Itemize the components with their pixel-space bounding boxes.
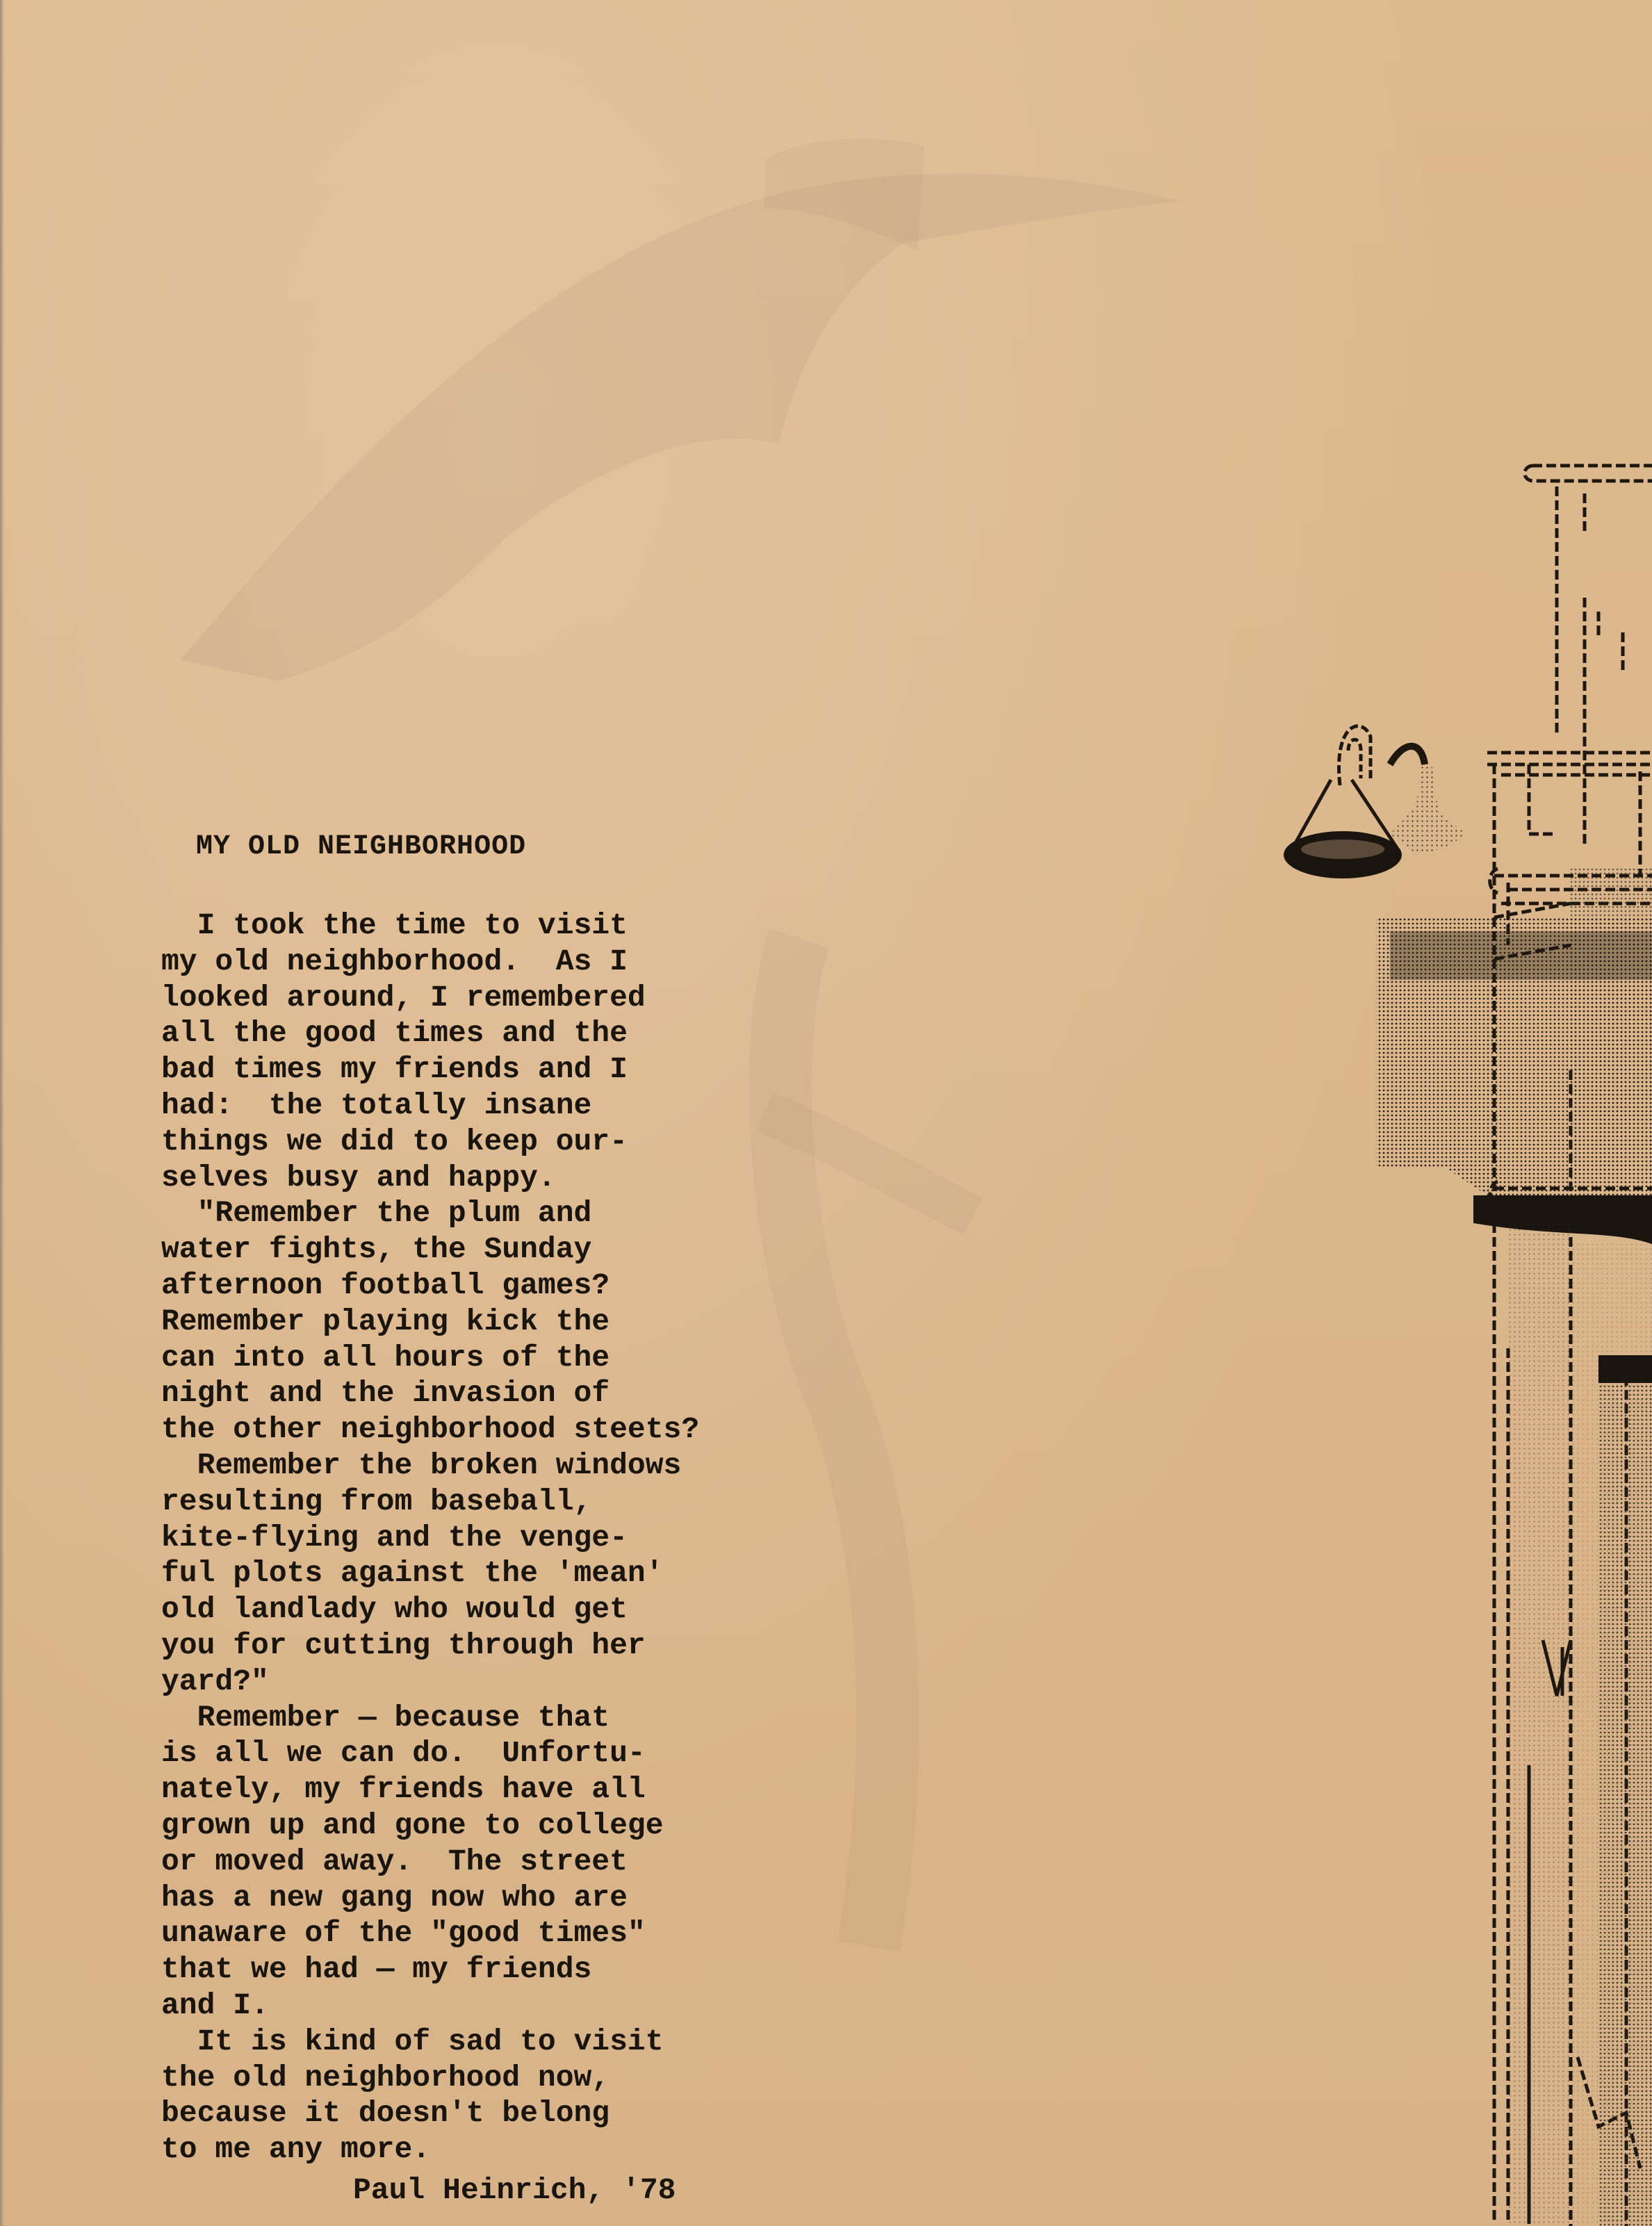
body-line: night and the invasion of bbox=[161, 1376, 610, 1411]
body-line: things we did to keep our- bbox=[161, 1124, 628, 1159]
body-line: my old neighborhood. As I bbox=[161, 944, 628, 979]
body-line: has a new gang now who are bbox=[161, 1880, 628, 1915]
article-title: MY OLD NEIGHBORHOOD bbox=[196, 831, 527, 862]
body-line: ful plots against the 'mean' bbox=[161, 1556, 664, 1591]
body-line: looked around, I remembered bbox=[161, 980, 646, 1015]
body-line: water fights, the Sunday bbox=[161, 1232, 592, 1267]
body-line: kite-flying and the venge- bbox=[161, 1520, 628, 1555]
body-line: It is kind of sad to visit bbox=[161, 2024, 664, 2059]
body-line: all the good times and the bbox=[161, 1016, 628, 1051]
body-line: Remember playing kick the bbox=[161, 1304, 610, 1339]
author-signature: Paul Heinrich, '78 bbox=[353, 2173, 676, 2207]
body-line: Remember the broken windows bbox=[161, 1448, 682, 1482]
body-line: had: the totally insane bbox=[161, 1088, 592, 1122]
body-line: can into all hours of the bbox=[161, 1340, 610, 1375]
body-line: "Remember the plum and bbox=[161, 1196, 592, 1231]
body-line: yard?" bbox=[161, 1664, 269, 1699]
body-line: selves busy and happy. bbox=[161, 1160, 556, 1195]
body-line: you for cutting through her bbox=[161, 1628, 646, 1662]
body-line: nately, my friends have all bbox=[161, 1772, 646, 1807]
body-line: the old neighborhood now, bbox=[161, 2060, 610, 2095]
body-line: I took the time to visit bbox=[161, 908, 628, 942]
body-line: old landlady who would get bbox=[161, 1592, 628, 1627]
body-line: is all we can do. Unfortu- bbox=[161, 1736, 646, 1771]
body-line: to me any more. bbox=[161, 2132, 431, 2167]
body-line: or moved away. The street bbox=[161, 1844, 628, 1879]
body-line: that we had — my friends bbox=[161, 1952, 592, 1987]
body-line: afternoon football games? bbox=[161, 1268, 610, 1302]
body-line: because it doesn't belong bbox=[161, 2096, 610, 2131]
article-body bbox=[161, 908, 699, 2168]
body-line: the other neighborhood steets? bbox=[161, 1412, 700, 1447]
body-line: grown up and gone to college bbox=[161, 1808, 664, 1842]
body-line: Remember — because that bbox=[161, 1700, 610, 1735]
body-line: unaware of the "good times" bbox=[161, 1916, 646, 1951]
building-lamp-illustration bbox=[1181, 459, 1652, 2226]
body-line: bad times my friends and I bbox=[161, 1052, 628, 1087]
body-line: and I. bbox=[161, 1988, 269, 2022]
body-line: resulting from baseball, bbox=[161, 1484, 592, 1519]
